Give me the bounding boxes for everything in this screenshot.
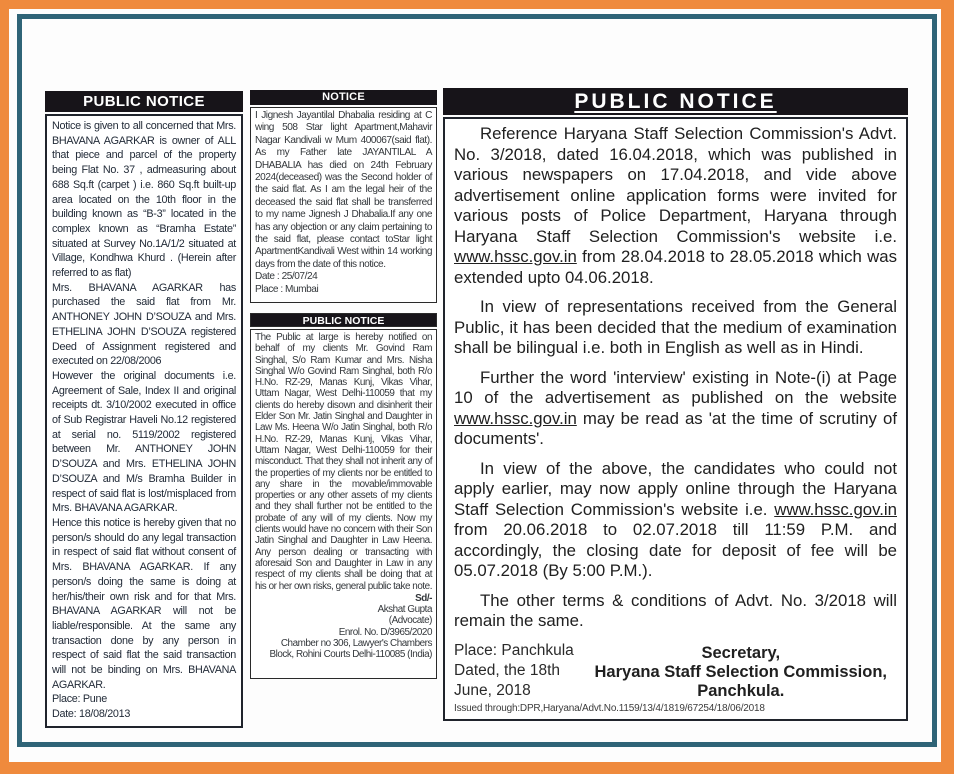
paragraph: Mrs. BHAVANA AGARKAR has purchased the said flat from Mr. ANTHONEY JOHN D’SOUZA and Mrs. ETHELINA JOHN D’SOUZA registered Deed of Assignment registered and executed on 22/08/2006 — [52, 281, 236, 368]
paragraph-list — [255, 332, 432, 592]
paragraph: The Public at large is hereby notified on behalf of my clients Mr. Govind Ram Singhal, S/o Ram Kumar and Mrs. Nisha Singhal W/o Govind Ram Singhal, both R/o H.No. RZ-29, Manas Kunj, Vikas Vihar, Uttam Nagar, West Delhi-110059 that my clients do hereby disown and disinherit their Elder Son Mr. Jatin Singhal and Daughter in Law Ms. Heena W/o Jatin Singhal, both R/o H.No. RZ-29, Manas Kunj, Vikas Vihar, Uttam Nagar, West Delhi-110059 for their misconduct. That they shall not inherit any of the properties of my clients nor be entitled to any share in the movable/immovable properties or any other assets of my clients and they shall further not be entitled to the probate of any will of my clients. Now my clients would have no concern with their Son Jatin Singhal and Daughter in Law Heena. Any person dealing or transacting with aforesaid Son and Daughter in Law in any respect of my clients shall be doing that at his or her own risks, general public take note. — [255, 332, 433, 592]
notice-dhabalia-body — [250, 107, 437, 303]
issued-through-line: Issued through:DPR,Haryana/Advt.No.1159/13/4/1819/67254/18/06/2018 — [454, 702, 765, 714]
paragraph-list — [52, 119, 236, 692]
text-segment: In view of representations received from the General Public, it has been decided that the medium of examination shall be bilingual i.e. both in English as well as in Hindi. — [454, 297, 897, 357]
signature-line: Chamber no 306, Lawyer's Chambers — [280, 638, 432, 650]
dated-line: Dated, the 18th June, 2018 — [454, 661, 560, 699]
signature-line: (Advocate) — [388, 615, 432, 627]
signature-line: Haryana Staff Selection Commission, — [594, 662, 887, 681]
notice-singhal — [250, 313, 437, 679]
text-segment: In view of the above, the candidates who could not apply earlier, may now apply online through the Haryana Staff Selection Commission's website i.e. — [454, 458, 897, 519]
notice-hssc-header-text: PUBLIC NOTICE — [574, 90, 777, 113]
text-segment: Further the word 'interview' existing in Note-(i) at Page 10 of the advertisement as published on the website — [454, 367, 897, 407]
date-line: Date : 25/07/24 — [255, 271, 318, 283]
signature-line: Secretary, — [701, 643, 781, 662]
notice-singhal-body — [250, 329, 437, 679]
column-spacer — [250, 303, 437, 313]
advocate-signature-block — [255, 593, 432, 661]
text-segment: The other terms & conditions of Advt. No. 3/2018 will remain the same. — [454, 590, 897, 630]
text-segment: Reference Haryana Staff Selection Commission's Advt. No. 3/2018, dated 16.04.2018, which was published in various newspapers on 17.04.2018, and vide above advertisement online application forms were invited for various posts of Police Department, Haryana through Haryana Staff Selection Commission's website i.e. — [454, 124, 897, 246]
notice-agarkar — [45, 91, 243, 728]
hssc-signature-row — [454, 641, 897, 701]
place-line: Place: Panchkula — [454, 641, 574, 659]
place-line: Place : Mumbai — [255, 283, 319, 295]
paragraph — [454, 297, 897, 359]
notice-agarkar-body — [45, 114, 243, 728]
url-text: www.hssc.gov.in — [454, 247, 577, 266]
paragraph: Notice is given to all concerned that Mrs. BHAVANA AGARKAR is owner of ALL that piece and parcel of the property being Flat No. 37 , admeasuring about 688 Sq.ft (carpet ) i.e. 860 Sq.ft built-up area located on the 10th floor in the building known as “B-3” located in the complex known as “Bramha Estate” situated at Survey No.1A/1/2 situated at Village, Kondhwa Khurd . (Herein after referred to as flat) — [52, 120, 236, 280]
notice-singhal-header: PUBLIC NOTICE — [250, 313, 437, 327]
signature-line: Enrol. No. D/3965/2020 — [338, 626, 432, 638]
signature-line: Panchkula. — [697, 681, 785, 700]
place-line: Place: Pune — [52, 693, 107, 706]
place-date-block — [454, 641, 595, 701]
notice-dhabalia-header: NOTICE — [250, 90, 437, 105]
text-segment: from 20.06.2018 to 02.07.2018 till 11:59 P.M. and accordingly, the closing date for deposit of fee will be 05.07.2018 (By 5:00 P.M.). — [454, 520, 897, 580]
paragraph: Hence this notice is hereby given that no person/s should do any legal transaction in respect of said flat without consent of Mrs. BHAVANA AGARKAR. If any person/s doing the same is doing at her/his/their own risk and for that Mrs. BHAVANA AGARKAR will not be liable/responsible. At the same any transaction done by any person in respect of said flat the said transaction will not be binding on Mrs. BHAVANA AGARKAR. — [52, 516, 236, 691]
text-segment: may be read as 'at the time of scrutiny of documents'. — [454, 408, 897, 448]
signature-line: Block, Rohini Courts Delhi-110085 (India) — [269, 649, 432, 661]
paragraph — [454, 124, 897, 288]
notice-hssc-header — [443, 88, 908, 115]
sd-line: Sd/- — [415, 592, 432, 604]
paragraph — [454, 459, 897, 582]
paragraph: However the original documents i.e. Agreement of Sale, Index II and original receipts dt. 3/10/2002 executed in office of Sub Registrar Haveli No.12 registered at serial no. 5119/2002 registered between Mr. ANTHONEY JOHN D’SOUZA and Mrs. ETHELINA JOHN D’SOUZA and M/s Bramha Builder in respect of said flat is lost/misplaced from Mrs. BHAVANA AGARKAR. — [52, 369, 236, 515]
paragraph-list — [255, 110, 432, 271]
paragraph: I Jignesh Jayantilal Dhabalia residing at C wing 508 Star light Apartment,Mahavir Nagar Kandivali w Mum 400067(said flat). As my Father late JAYANTILAL A DHABALIA has died on 24th February 2024(deceased) was the Second holder of the said flat. As I am the legal heir of the deceased the said flat shall be transferred to my name Jignesh J Dhabalia.If any one has any objection or any claim pertaining to the said flat, please contact toStar light ApartmentKandivali West within 14 working days from the date of this notice. — [255, 110, 432, 270]
url-text: www.hssc.gov.in — [454, 408, 577, 428]
notice-agarkar-header: PUBLIC NOTICE — [45, 91, 243, 112]
paragraph — [454, 591, 897, 632]
notice-dhabalia — [250, 90, 437, 303]
secretary-block — [595, 644, 898, 701]
date-line: Date: 18/08/2013 — [52, 708, 131, 721]
signature-line: Akshat Gupta — [377, 604, 432, 616]
middle-column — [250, 90, 437, 679]
notice-hssc — [443, 88, 908, 721]
text-segment: from 28.04.2018 to 28.05.2018 which was extended upto 04.06.2018. — [454, 247, 897, 287]
notice-hssc-body — [443, 117, 908, 721]
signature-lines — [255, 604, 432, 660]
url-text: www.hssc.gov.in — [774, 499, 897, 519]
paragraph — [454, 368, 897, 450]
